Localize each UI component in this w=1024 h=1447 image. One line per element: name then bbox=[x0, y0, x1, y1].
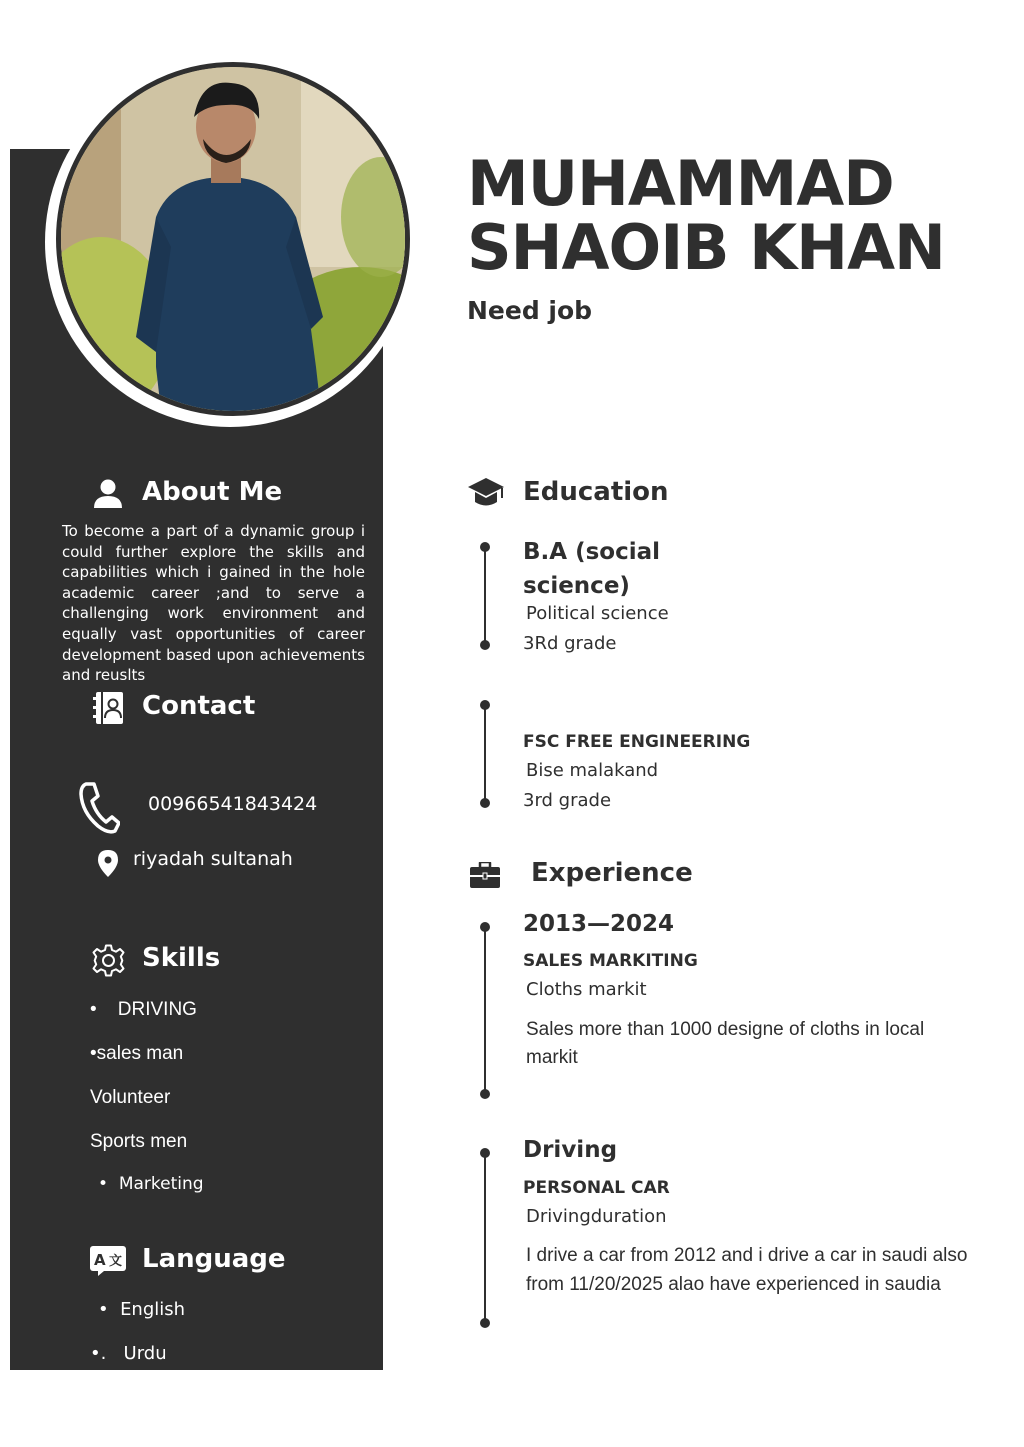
timeline-line bbox=[484, 927, 486, 1094]
education-detail: Political science bbox=[526, 603, 669, 624]
education-heading: Education bbox=[523, 477, 669, 507]
contact-location: riyadah sultanah bbox=[133, 848, 293, 870]
education-detail: 3Rd grade bbox=[523, 633, 617, 654]
about-heading: About Me bbox=[142, 477, 283, 507]
language-item: • English bbox=[98, 1299, 186, 1320]
tagline: Need job bbox=[467, 296, 593, 325]
skill-item: •sales man bbox=[90, 1043, 184, 1064]
location-pin-icon bbox=[98, 850, 118, 877]
timeline-dot bbox=[480, 700, 490, 710]
experience-role: PERSONAL CAR bbox=[523, 1178, 670, 1198]
experience-place: Drivingduration bbox=[526, 1206, 667, 1227]
education-detail: Bise malakand bbox=[526, 760, 659, 781]
contact-phone[interactable]: 00966541843424 bbox=[148, 793, 318, 815]
phone-icon bbox=[78, 782, 120, 834]
timeline-dot bbox=[480, 798, 490, 808]
timeline-line bbox=[484, 547, 486, 645]
about-text: To become a part of a dynamic group i could further explore the skills and capabilities which i gained in the hole academic career ;and to serve a challenging work environment and equally vast opportunities of career development based upon achievements and reuslts bbox=[62, 522, 365, 685]
language-heading: Language bbox=[142, 1244, 286, 1274]
timeline-line bbox=[484, 705, 486, 803]
gear-icon bbox=[92, 944, 125, 977]
timeline-dot bbox=[480, 1318, 490, 1328]
svg-text:A: A bbox=[94, 1251, 106, 1269]
experience-place: Cloths markit bbox=[526, 979, 647, 1000]
education-detail: 3rd grade bbox=[523, 790, 612, 811]
contact-heading: Contact bbox=[142, 691, 256, 721]
user-icon bbox=[93, 478, 123, 508]
skill-item: • DRIVING bbox=[90, 999, 197, 1020]
briefcase-icon bbox=[470, 862, 500, 888]
experience-description: Sales more than 1000 designe of cloths in local markit bbox=[526, 1019, 925, 1068]
experience-period: Driving bbox=[523, 1137, 618, 1163]
timeline-dot bbox=[480, 1148, 490, 1158]
experience-period: 2013—2024 bbox=[523, 911, 675, 937]
skill-item: Sports men bbox=[90, 1131, 188, 1152]
language-item-label: English bbox=[120, 1299, 186, 1320]
education-title: FSC FREE ENGINEERING bbox=[523, 732, 751, 752]
language-item bbox=[90, 1343, 167, 1364]
experience-heading: Experience bbox=[531, 858, 693, 888]
timeline-line bbox=[484, 1153, 486, 1323]
language-item-label: Urdu bbox=[123, 1343, 167, 1364]
timeline-dot bbox=[480, 1089, 490, 1099]
experience-role: SALES MARKITING bbox=[523, 951, 698, 971]
skill-item-label: Marketing bbox=[118, 1174, 204, 1194]
profile-photo bbox=[56, 62, 410, 416]
svg-text:文: 文 bbox=[109, 1254, 123, 1269]
candidate-name bbox=[467, 147, 1007, 284]
timeline-dot bbox=[480, 542, 490, 552]
translate-icon bbox=[90, 1246, 126, 1276]
language-item-bullet: •. bbox=[90, 1343, 107, 1364]
name-line-1: MUHAMMAD bbox=[467, 147, 894, 220]
skills-heading: Skills bbox=[142, 943, 221, 973]
skill-item: • Marketing bbox=[98, 1174, 204, 1194]
graduation-cap-icon bbox=[467, 476, 505, 510]
education-title: B.A (social science) bbox=[523, 539, 661, 599]
contact-book-icon bbox=[93, 691, 125, 725]
name-line-2: SHAOIB KHAN bbox=[467, 211, 945, 284]
experience-description: I drive a car from 2012 and i drive a car in saudi also from 11/20/2025 alao have experienced in saudia bbox=[526, 1245, 968, 1295]
skill-item: Volunteer bbox=[90, 1087, 171, 1108]
timeline-dot bbox=[480, 922, 490, 932]
timeline-dot bbox=[480, 640, 490, 650]
